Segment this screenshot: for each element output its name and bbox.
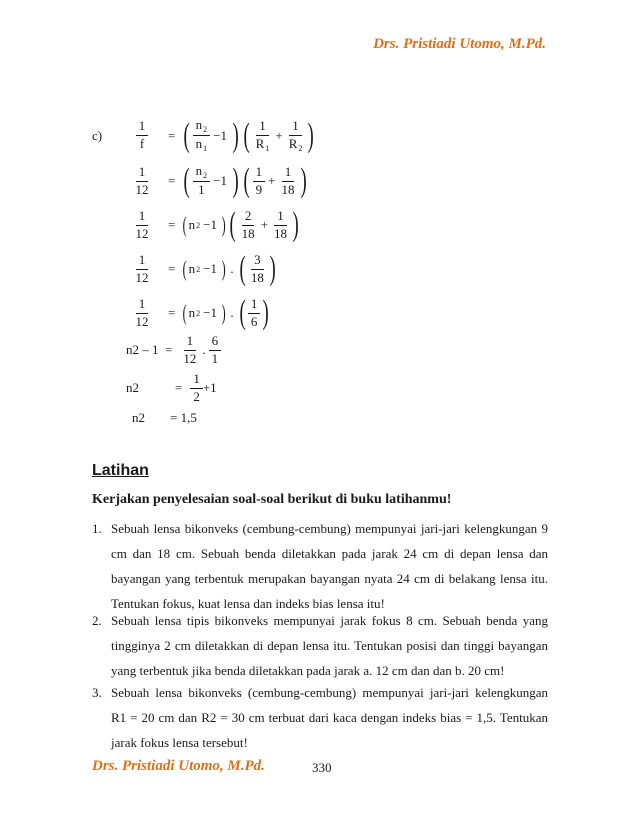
page-number: 330 [312, 760, 332, 775]
equation-line-6: n2 – 1 = $\frac{1}{12}$ . $\frac{6}{1}$ [126, 334, 221, 367]
item-label: c) [92, 127, 103, 143]
open-paren: ( [243, 116, 251, 154]
exercise-item: 1. Sebuah lensa bikonveks (cembung-cembung) mempunyai jari-jari kelengkungan 9 cm dan 18 cm. Sebuah benda diletakkan pada jarak 24 cm di depan lensa dan bayangan yang terbentuk merupakan bayangan nyata 24 cm di belakang lensa itu. Tentukan fokus, kuat lensa dan indeks bias lensa itu! [92, 521, 548, 611]
fraction-1-over-f: $\frac{1}{f}$ [130, 119, 154, 152]
close-paren: ) [232, 116, 239, 154]
exercise-item: 2. Sebuah lensa tipis bikonveks mempunyai jarak fokus 8 cm. Sebuah benda yang tingginya 2 cm diletakkan di depan lensa itu. Tentukan posisi dan tinggi bayangan yang terbentuk jika benda diletakkan pada jarak a. 12 cm dan dan b. 20 cm! [92, 613, 548, 678]
equation-line-7: n2 = $\frac{1}{2}$ +1 [126, 371, 217, 404]
equation-line-8: n2 = 1,5 [132, 410, 197, 425]
exercise-item: 3. Sebuah lensa bikonveks (cembung-cembung) mempunyai jari-jari kelengkungan R1 = 20 cm dan R2 = 30 cm terbuat dari kaca dengan indeks bias = 1,5. Tentukan jarak fokus lensa tersebut! [92, 685, 548, 750]
footer-author: Drs. Pristiadi Utomo, M.Pd. [92, 758, 265, 774]
fraction-1-R1: $\frac{1}{R_1}$ [255, 117, 270, 153]
open-paren: ( [183, 116, 191, 154]
equation-line-5: $\frac{1}{12}$ = ( n 2 −1 ) . ( $\frac{1}{6}$ ) [135, 294, 270, 331]
equals-sign: = [168, 127, 176, 143]
fraction-n2-n1: $\frac{n_2}{n_1}$ [193, 118, 211, 153]
equation-line-4: $\frac{1}{12}$ = ( n 2 −1 ) . ( $\frac{3}{18}$ ) [135, 250, 276, 287]
fraction-1-R2: $\frac{1}{R_2}$ [288, 117, 303, 153]
equation-line-1: c) $\frac{1}{f}$ = ( $\frac{n_2}{n_1}$ −1 ) ( $\frac{1}{R_1}$ + $\frac{1}{R_2}$ ) [92, 116, 315, 154]
close-paren: ) [307, 116, 315, 154]
instruction: Kerjakan penyelesaian soal-soal berikut di buku latihanmu! [92, 492, 452, 507]
equation-line-3: $\frac{1}{12}$ = ( n 2 −1 ) ( $\frac{2}{18}$ + $\frac{1}{18}$ ) [135, 206, 299, 243]
equation-line-2: $\frac{1}{12}$ = ( $\frac{n_2}{1}$ −1 ) ( $\frac{1}{9}$ + $\frac{1}{18}$ ) [135, 162, 307, 200]
header-author: Drs. Pristiadi Utomo, M.Pd. [373, 36, 546, 52]
section-title: Latihan [92, 462, 149, 479]
